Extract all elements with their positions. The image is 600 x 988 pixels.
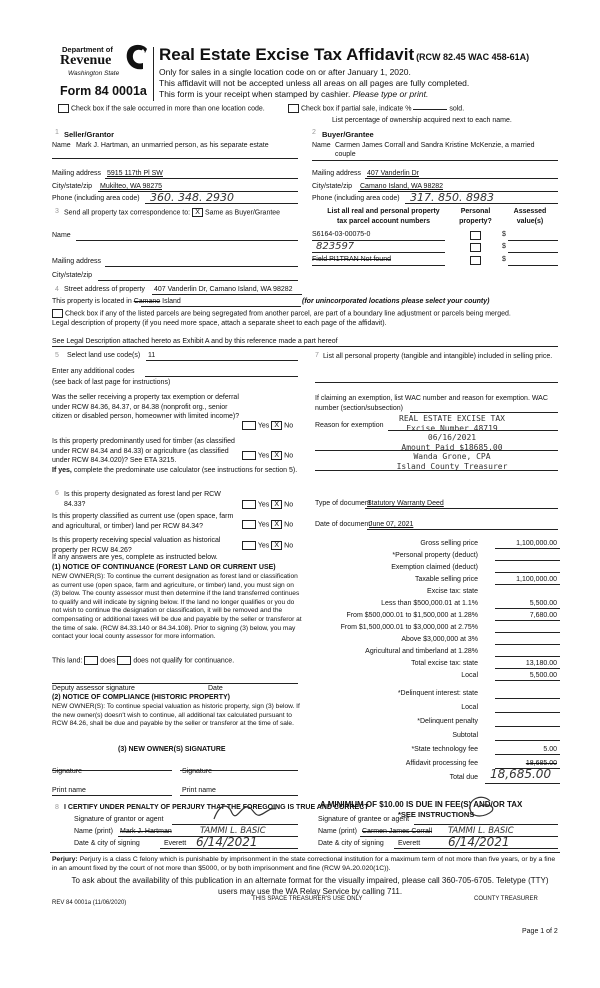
land-use-code[interactable]: 11: [148, 352, 156, 359]
tax-value-3[interactable]: 1,100,000.00: [516, 576, 557, 583]
tax-label-4: Excise tax: state: [427, 588, 478, 595]
segregated-checkbox[interactable]: [52, 309, 63, 318]
treasurer-use-label: THIS SPACE TREASURER'S USE ONLY: [252, 896, 363, 902]
tax-line-14: [495, 726, 560, 727]
corr-city-label: City/state/zip: [52, 272, 93, 279]
legal-description-label: Legal description of property (if you need more space, attach a separate sheet to each page of the affidavit).: [52, 320, 387, 327]
new-owner-print-line-1: [52, 795, 172, 796]
buyer-mail-label: Mailing address: [312, 170, 362, 177]
historic-no-label: No: [284, 542, 294, 550]
header-line-3a: This form is your receipt when stamped by cashier.: [159, 89, 351, 99]
see-instructions: *SEE INSTRUCTIONS: [398, 810, 475, 819]
buyer-city[interactable]: Camano Island, WA 98282: [360, 183, 444, 190]
compliance-title: (2) NOTICE OF COMPLIANCE (HISTORIC PROPERTY): [52, 694, 230, 701]
this-land-row: [52, 656, 234, 665]
stamp-line-3: 06/16/2021: [427, 433, 477, 442]
segregated-label: Check box if any of the listed parcels are being segregated from another parcel, are part of a boundary line adjustment or parcels being merged.: [64, 310, 511, 318]
seller-name-label: Name: [52, 142, 71, 149]
tax-line-7: [495, 632, 560, 633]
legal-line: [52, 346, 558, 347]
tax-label-3: Taxable selling price: [414, 576, 478, 583]
current-use-no-checkbox[interactable]: X: [271, 520, 282, 529]
new-owner-print-line-2: [180, 795, 298, 796]
form-number: Form 84 0001a: [60, 84, 147, 98]
reason-line-3: [315, 470, 558, 471]
buyer-name-1[interactable]: Carmen James Corrall and Sandra Kristine McKenzie, a married: [335, 142, 535, 149]
buyer-mail-line: [365, 178, 558, 179]
partial-sale-check[interactable]: [288, 104, 464, 113]
perjury-divider: [50, 852, 560, 853]
tax-line-16: [495, 754, 560, 755]
tax-line-13: [495, 712, 560, 713]
county-treasurer-label: COUNTY TREASURER: [474, 896, 538, 902]
tax-line-1: [495, 560, 560, 561]
parcel-2[interactable]: 823597: [316, 241, 355, 252]
grantee-signature-scribble: [462, 795, 498, 821]
form-title: [159, 45, 529, 65]
parcel-3-value-line: [508, 265, 558, 266]
section-7-number: 7: [315, 352, 319, 359]
deputy-signature-label: Deputy assessor signature: [52, 685, 135, 692]
parcel-header-3a: Assessed: [513, 208, 547, 215]
wac-line: [410, 412, 558, 413]
buyer-name-2[interactable]: couple: [335, 151, 356, 158]
segregated-check[interactable]: [52, 309, 511, 318]
parcel-1[interactable]: S6164-03-00075-0: [312, 231, 371, 238]
grantor-date-hw[interactable]: 6/14/2021: [196, 835, 258, 849]
same-as-buyer-label: Same as Buyer/Grantee: [204, 209, 281, 217]
does-not-checkbox[interactable]: [117, 656, 131, 665]
grantee-signature-line: [414, 824, 558, 825]
current-use-yes-no[interactable]: [242, 520, 293, 529]
availability-note: To ask about the availability of this publication in an alternate format for the visually impaired, please call 360-705-6705. Teletype (TTY) users may use the WA Relay Service by calling 711.: [71, 876, 549, 896]
tax-label-9: Agricultural and timberland at 1.28%: [365, 648, 478, 655]
parcel-header-2: [453, 207, 498, 227]
tax-value-16[interactable]: 5.00: [543, 746, 557, 753]
minimum-due: A MINIMUM OF $10.00 IS DUE IN FEE(S) AND/OR TAX: [320, 800, 523, 809]
continuance-text: NEW OWNER(S): To continue the current designation as forest land or classification as current use (open space, farm and agriculture, or timber) land, you must sign on (3) below. The county assessor must then determine if the land transferred continues to qualify and will indicate by signing below. If the land no longer qualifies or you do not wish to continue the designation or classification, it will be removed and the compensating or additional taxes will be due and payable by the seller or transferor at the time of sale. (RCW 84.33.140 or 84.34.108). Prior to signing (3) below, you may contact your local county assessor for more information.: [52, 573, 302, 641]
send-correspondence: [64, 208, 280, 217]
buyer-city-label: City/state/zip: [312, 183, 353, 190]
tax-label-0: Gross selling price: [420, 540, 478, 547]
historic-yes-label: Yes: [257, 542, 270, 550]
doc-date[interactable]: June 07, 2021: [369, 521, 414, 528]
personal-property-line: [315, 382, 558, 383]
header-line-2: This affidavit will not be accepted unless all areas on all pages are fully completed.: [159, 78, 470, 88]
tax-label-12: *Delinquent interest: state: [397, 690, 478, 697]
header-line-3: [159, 89, 428, 99]
seller-phone-label: Phone (including area code): [52, 195, 140, 202]
doc-type-label: Type of document: [315, 500, 371, 507]
street-line: [152, 294, 302, 295]
parcel-header-1a: List all real and personal property: [327, 208, 440, 215]
seller-name-line: [52, 158, 298, 159]
historic-yes-no[interactable]: [242, 541, 293, 550]
certify-statement: I CERTIFY UNDER PENALTY OF PERJURY THAT THE FOREGOING IS TRUE AND CORRECT: [64, 804, 369, 811]
current-use-question: Is this property classified as current use (open space, farm and agricultural, or timber) land per RCW 84.34?: [52, 513, 234, 530]
tax-line-6: [495, 620, 560, 621]
tax-label-6: From $500,000.01 to $1,500,000 at 1.28%: [346, 612, 478, 619]
this-land-label: This land:: [52, 657, 83, 665]
parcel-header-3b: value(s): [516, 218, 544, 225]
forest-yes-checkbox[interactable]: [242, 500, 256, 509]
corr-city-line: [98, 280, 298, 281]
tax-line-3: [495, 584, 560, 585]
section-5-number: 5: [55, 352, 59, 359]
forest-yes-no[interactable]: [242, 500, 293, 509]
tax-label-1: *Personal property (deduct): [392, 552, 478, 559]
grantor-name-hw[interactable]: TAMMI L. BASIC: [200, 826, 266, 836]
new-owner-print-label-1: Print name: [52, 787, 86, 794]
timber-no-checkbox[interactable]: X: [271, 451, 282, 460]
continuance-title: (1) NOTICE OF CONTINUANCE (FOREST LAND OR CURRENT USE): [52, 564, 276, 571]
header-line-3b: Please type or print.: [352, 89, 429, 99]
tax-line-8: [495, 644, 560, 645]
tax-value-0[interactable]: 1,100,000.00: [516, 540, 557, 547]
see-back-note: (see back of last page for instructions): [52, 379, 171, 386]
header-line-1: Only for sales in a single location code on or after January 1, 2020.: [159, 67, 411, 77]
parcel-2-personal-checkbox[interactable]: [470, 243, 481, 252]
buyer-phone-line: [405, 203, 558, 204]
dor-logo-state: Washington State: [68, 70, 120, 77]
tax-label-8: Above $3,000,000 at 3%: [401, 636, 478, 643]
dor-logo-text-1: Department of: [62, 45, 113, 54]
street-address[interactable]: 407 Vanderlin Dr, Camano Island, WA 98282: [154, 286, 293, 293]
forest-yes-label: Yes: [257, 501, 270, 509]
tax-line-2: [495, 572, 560, 573]
current-use-no-label: No: [284, 521, 294, 529]
stamp-line-1: REAL ESTATE EXCISE TAX: [399, 414, 505, 423]
parcel-header-1: [316, 207, 451, 227]
buyer-heading: Buyer/Grantee: [322, 130, 374, 139]
exemption-yes-label: Yes: [257, 422, 270, 430]
multi-location-check[interactable]: [58, 104, 265, 113]
tax-label-14: *Delinquent penalty: [417, 718, 478, 725]
legal-description[interactable]: See Legal Description attached hereto as Exhibit A and by this reference made a part hereof: [52, 338, 338, 345]
corr-name-line: [76, 240, 298, 241]
stamp-line-5: Wanda Grone, CPA: [413, 452, 491, 461]
tax-value-17[interactable]: 18,685.00: [525, 760, 557, 767]
timber-note-text: complete the predominate use calculator (see instructions for section 5).: [73, 467, 298, 474]
does-not-label: does not qualify for continuance.: [133, 657, 235, 665]
seller-city-label: City/state/zip: [52, 183, 93, 190]
section-1-number: 1: [55, 129, 59, 136]
grantee-date-city-label: Date & city of signing: [318, 840, 384, 847]
section-2-number: 2: [312, 129, 316, 136]
reason-line-2: [315, 450, 558, 451]
buyer-name-label: Name: [312, 142, 331, 149]
reason-line-1: [388, 430, 558, 431]
tax-label-7: From $1,500,000.01 to $3,000,000 at 2.75%: [340, 624, 478, 631]
timber-yes-no[interactable]: [242, 451, 293, 460]
grantee-city[interactable]: Everett: [398, 840, 421, 847]
tax-label-17: Affidavit processing fee: [405, 760, 478, 767]
tax-label-5: Less than $500,000.01 at 1.1%: [381, 600, 478, 607]
tax-value-10[interactable]: 13,180.00: [525, 660, 557, 667]
current-use-yes-checkbox[interactable]: [242, 520, 256, 529]
located-line: [141, 306, 301, 307]
multi-location-checkbox[interactable]: [58, 104, 69, 113]
street-label: Street address of property: [64, 286, 145, 293]
located-label: This property is located in: [52, 298, 132, 305]
tax-line-0: [495, 548, 560, 549]
grantor-signature-label: Signature of grantor or agent: [74, 816, 164, 823]
personal-property-text: List all personal property (tangible and intangible) included in selling price.: [323, 353, 553, 360]
timber-yes-checkbox[interactable]: [242, 451, 256, 460]
new-owner-signature-label-1: Signature: [52, 768, 82, 775]
deputy-signature-line: [52, 683, 298, 684]
tax-value-18[interactable]: 18,685.00: [490, 767, 552, 781]
doc-type[interactable]: Statutory Warranty Deed: [367, 500, 444, 507]
parcel-1-personal-checkbox[interactable]: [470, 231, 481, 240]
grantor-city[interactable]: Everett: [164, 840, 187, 847]
located-value[interactable]: Island: [162, 298, 181, 305]
tax-line-9: [495, 656, 560, 657]
corr-mail-line: [105, 266, 298, 267]
timber-yes-label: Yes: [257, 452, 270, 460]
treasurer-stamp: [392, 414, 512, 471]
forest-question: Is this property designated as forest land per RCW 84.33?: [64, 491, 221, 508]
buyer-name-line: [312, 160, 558, 161]
historic-yes-checkbox[interactable]: [242, 541, 256, 550]
parcel-header-2a: Personal: [460, 208, 491, 215]
tax-line-11: [495, 680, 560, 681]
compliance-text: NEW OWNER(S): To continue special valuation as historic property, sign (3) below. If the new owner(s) doesn't wish to continue, all additional tax calculated pursuant to RCW 84.26, shall be due and payable by the seller or transferor at the time of sale.: [52, 703, 300, 728]
tax-label-16: *State technology fee: [411, 746, 478, 753]
doc-date-label: Date of document: [315, 521, 371, 528]
list-percentage-note: List percentage of ownership acquired next to each name.: [332, 117, 512, 124]
forest-no-label: No: [284, 501, 294, 509]
parcel-2-line: [312, 252, 445, 253]
stamp-line-6: Island County Treasurer: [396, 461, 508, 471]
multi-location-label: Check box if the sale occurred in more than one location code.: [70, 105, 265, 113]
grantee-name-print-label: Name (print): [318, 828, 357, 835]
page-number: Page 1 of 2: [522, 928, 558, 935]
seller-heading: Seller/Grantor: [64, 130, 115, 139]
unincorporated-note: (for unincorporated locations please select your county): [302, 298, 490, 305]
exemption-no-label: No: [284, 422, 294, 430]
revision-label: REV 84 0001a (11/06/2020): [52, 900, 127, 906]
does-label: does: [100, 657, 116, 665]
grantor-name-print-label: Name (print): [74, 828, 113, 835]
grantor-date-line: [160, 848, 298, 849]
additional-codes-line: [145, 376, 298, 377]
partial-sale-checkbox[interactable]: [288, 104, 299, 113]
seller-city[interactable]: Mukilteo, WA 98275: [100, 183, 162, 190]
section-6-number: 6: [55, 490, 59, 497]
located-struck: Camano: [133, 298, 161, 305]
timber-note-bold: If yes,: [52, 467, 72, 474]
dor-logo-text-2: Revenue: [60, 53, 112, 68]
grantor-signature-line: [172, 824, 298, 825]
land-use-label: Select land use code(s): [67, 352, 141, 359]
grantor-name-struck: Mark J. Hartman: [120, 828, 172, 835]
corr-mail-label: Mailing address: [52, 258, 102, 265]
new-owner-print-label-2: Print name: [182, 787, 216, 794]
form-rcw: (RCW 82.45 WAC 458-61A): [416, 52, 530, 62]
exemption-yes-no[interactable]: [242, 421, 293, 430]
exemption-yes-checkbox[interactable]: [242, 421, 256, 430]
tax-line-15: [495, 740, 560, 741]
seller-mail-label: Mailing address: [52, 170, 102, 177]
doc-type-line: [365, 508, 558, 509]
sold-label: sold.: [449, 105, 465, 113]
parcel-header-1b: tax parcel account numbers: [337, 218, 430, 225]
perjury-notice: [52, 855, 558, 873]
perjury-text: Perjury is a class C felony which is punishable by imprisonment in the state correctional institution for a maximum term of not more than five years, or by a fine in an amount fixed by the court of not more than $5000, or by both imprisonment and fine (RCW 9A.20.020(1C)).: [52, 856, 556, 872]
seller-name[interactable]: Mark J. Hartman, an unmarried person, as his separate estate: [76, 142, 269, 149]
same-as-buyer-checkbox[interactable]: X: [192, 208, 203, 217]
parcel-3-line: [312, 265, 445, 266]
header-divider: [153, 47, 154, 101]
parcel-header-3: [505, 207, 555, 227]
grantee-name-struck: Carmen James Corrall: [362, 828, 433, 835]
tax-line-5: [495, 608, 560, 609]
section-4-number: 4: [55, 286, 59, 293]
parcel-2-dollar: $: [502, 243, 506, 250]
timber-note: [52, 466, 302, 476]
parcel-2-value-line: [508, 252, 558, 253]
tax-label-18: Total due: [449, 774, 478, 781]
tax-line-10: [495, 668, 560, 669]
tax-label-11: Local: [461, 672, 478, 679]
grantee-signature-label: Signature of grantee or agent: [318, 816, 410, 823]
send-correspondence-label: Send all property tax correspondence to:: [64, 209, 191, 217]
buyer-phone-label: Phone (including area code): [312, 195, 400, 202]
parcel-1-dollar: $: [502, 231, 506, 238]
parcel-header-2b: property?: [459, 218, 492, 225]
if-any-yes: If any answers are yes, complete as instructed below.: [52, 554, 218, 561]
deputy-date-label: Date: [208, 685, 223, 692]
seller-mail[interactable]: 5915 117th Pl SW: [107, 170, 163, 177]
seller-mail-line: [105, 178, 298, 179]
stamp-line-2: Excise Number 48719: [406, 423, 498, 433]
timber-no-label: No: [284, 452, 294, 460]
historic-question: Is this property receiving special valuation as historical property per RCW 84.26?: [52, 537, 221, 554]
tax-value-5[interactable]: 5,500.00: [529, 600, 557, 607]
current-use-yes-label: Yes: [257, 521, 270, 529]
new-owner-signature-title: (3) NEW OWNER(S) SIGNATURE: [118, 746, 226, 753]
reason-label: Reason for exemption: [315, 422, 384, 429]
located-in: [52, 298, 181, 305]
new-owner-signature-label-2: Signature: [182, 768, 212, 775]
seller-phone-line: [145, 203, 298, 204]
grantee-name-hw[interactable]: TAMMI L. BASIC: [448, 826, 514, 836]
dor-logo-icon: [123, 43, 151, 73]
partial-sale-label: Check box if partial sale, indicate %: [300, 105, 412, 113]
does-checkbox[interactable]: [84, 656, 98, 665]
parcel-1-value-line: [508, 240, 558, 241]
tax-label-13: Local: [461, 704, 478, 711]
grantor-date-city-label: Date & city of signing: [74, 840, 140, 847]
grantor-signature-scribble: [210, 799, 280, 825]
parcel-3[interactable]: Field PI1TRAN Not found: [312, 256, 391, 263]
grantee-date-line: [394, 848, 558, 849]
seller-phone[interactable]: 360. 348. 2930: [150, 191, 234, 204]
perjury-label: Perjury:: [52, 856, 78, 863]
exemption-no-checkbox[interactable]: X: [271, 421, 282, 430]
tax-line-18: [485, 783, 560, 784]
section-8-number: 8: [55, 804, 59, 811]
tax-line-12: [495, 698, 560, 699]
doc-date-line: [367, 529, 558, 530]
corr-name-label: Name: [52, 232, 71, 239]
tax-label-15: Subtotal: [452, 732, 478, 739]
additional-codes-label: Enter any additional codes: [52, 368, 135, 375]
buyer-mail[interactable]: 407 Vanderlin Dr: [367, 170, 420, 177]
buyer-phone[interactable]: 317. 850. 8983: [410, 191, 494, 204]
grantee-date-hw[interactable]: 6/14/2021: [448, 835, 510, 849]
forest-no-checkbox[interactable]: X: [271, 500, 282, 509]
land-use-line: [146, 360, 298, 361]
tax-value-6[interactable]: 7,680.00: [529, 612, 557, 619]
exemption-wac-text: If claiming an exemption, list WAC number and reason for exemption. WAC number (section/subsection): [315, 395, 548, 412]
tax-value-11[interactable]: 5,500.00: [529, 672, 557, 679]
section-3-number: 3: [55, 208, 59, 215]
tax-label-10: Total excise tax: state: [411, 660, 478, 667]
tax-label-2: Exemption claimed (deduct): [391, 564, 478, 571]
form-title-text: Real Estate Excise Tax Affidavit: [159, 45, 415, 64]
historic-no-checkbox[interactable]: X: [271, 541, 282, 550]
exemption-question: Was the seller receiving a property tax exemption or deferral under RCW 84.36, 84.37, or 84.38 (nonprofit org., senior citizen or disabled person, homeowner with limited income)?: [52, 394, 240, 420]
stamp-line-4: Amount Paid $18685.00: [401, 442, 503, 452]
timber-question: Is this property predominantly used for timber (as classified under RCW 84.34 and 84.33) or agriculture (as classified under RCW 84.34.020)? See ETA 3215.: [52, 438, 235, 464]
parcel-3-dollar: $: [502, 256, 506, 263]
parcel-3-personal-checkbox[interactable]: [470, 256, 481, 265]
